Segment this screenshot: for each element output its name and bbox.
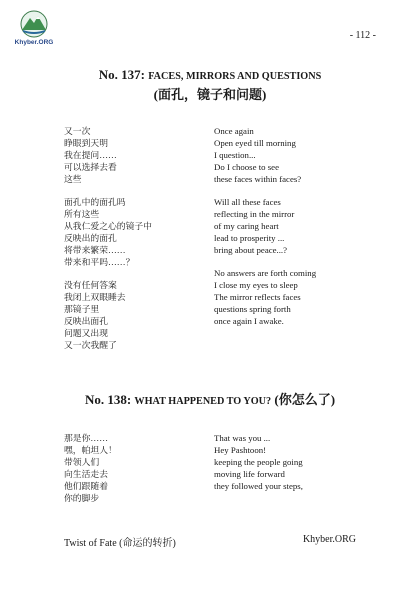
stanza <box>64 196 152 268</box>
logo-text: Khyber.ORG <box>14 39 54 46</box>
poem-137-title-cn: (面孔，镜子和问题) <box>153 87 267 102</box>
chinese-line: 你的脚步 <box>64 493 100 503</box>
english-line: The mirror reflects faces <box>214 292 301 302</box>
poem-137-english <box>214 125 316 338</box>
english-line: I question... <box>214 150 256 160</box>
poem-137-title <box>0 66 420 104</box>
english-line: moving life forward <box>214 469 285 479</box>
chinese-line: 将带来繁荣…… <box>64 245 126 255</box>
stanza <box>214 125 316 185</box>
chinese-line: 又一次我醒了 <box>64 340 117 350</box>
chinese-line: 那镜子里 <box>64 304 100 314</box>
stanza <box>214 267 316 327</box>
english-line: No answers are forth coming <box>214 268 317 278</box>
english-line: Will all these faces <box>214 197 281 207</box>
english-line: once again I awake. <box>214 316 284 326</box>
chinese-line: 嘿，帕坦人！ <box>64 445 117 455</box>
english-line: That was you ... <box>214 433 271 443</box>
english-line: keeping the people going <box>214 457 303 467</box>
english-line: I close my eyes to sleep <box>214 280 298 290</box>
english-line: reflecting in the mirror <box>214 209 295 219</box>
english-line: bring about peace...? <box>214 245 288 255</box>
chinese-line: 反映出的面孔 <box>64 233 117 243</box>
poem-137-title-en <box>0 66 420 86</box>
english-line: questions spring forth <box>214 304 291 314</box>
chinese-line: 他们跟随着 <box>64 481 108 491</box>
english-line: Once again <box>214 126 254 136</box>
chinese-line: 带领人们 <box>64 457 100 467</box>
chinese-line: 我在提问…… <box>64 150 117 160</box>
poem-137-chinese <box>64 125 152 362</box>
poem-138-title <box>0 391 420 411</box>
chinese-line: 向生活走去 <box>64 469 108 479</box>
footer-site: Khyber.ORG <box>302 534 356 545</box>
poem-137-title-text: FACES, MIRRORS AND QUESTIONS <box>148 71 322 82</box>
chinese-line: 这些 <box>64 174 82 184</box>
chinese-line: 面孔中的面孔吗 <box>64 197 126 207</box>
chinese-line: 问题又出现 <box>64 328 108 338</box>
english-line: they followed your steps, <box>214 481 303 491</box>
english-line: Hey Pashtoon! <box>214 445 267 455</box>
chinese-line: 又一次 <box>64 126 91 136</box>
poem-138-title-cn: (你怎么了) <box>271 392 336 407</box>
english-line: Open eyed till morning <box>214 138 296 148</box>
chinese-line: 我闭上双眼睡去 <box>64 292 126 302</box>
chinese-line: 带来和平吗……？ <box>64 257 135 267</box>
chinese-line: 反映出面孔 <box>64 316 108 326</box>
english-line: these faces within faces? <box>214 174 302 184</box>
english-line: lead to prosperity ... <box>214 233 285 243</box>
poem-138-english <box>214 432 303 492</box>
chinese-line: 睁眼到天明 <box>64 138 108 148</box>
poem-138-chinese <box>64 432 117 504</box>
stanza <box>214 196 316 256</box>
footer-book-title: Twist of Fate (命运的转折) <box>64 538 176 549</box>
poem-138-title-text: WHAT HAPPENED TO YOU? <box>134 396 272 407</box>
page-number: - 112 - <box>349 30 376 41</box>
stanza <box>64 125 152 185</box>
english-line: Do I choose to see <box>214 162 279 172</box>
chinese-line: 没有任何答案 <box>64 280 117 290</box>
poem-138-number: No. 138: <box>84 392 135 407</box>
chinese-line: 可以选择去看 <box>64 162 117 172</box>
chinese-line: 所有这些 <box>64 209 100 219</box>
poem-137-number: No. 137: <box>98 67 149 82</box>
khyber-logo <box>14 10 54 46</box>
english-line: of my caring heart <box>214 221 279 231</box>
stanza <box>64 279 152 351</box>
chinese-line: 从我仁爱之心的镜子中 <box>64 221 152 231</box>
chinese-line: 那是你…… <box>64 433 108 443</box>
logo-emblem-icon <box>19 10 49 38</box>
